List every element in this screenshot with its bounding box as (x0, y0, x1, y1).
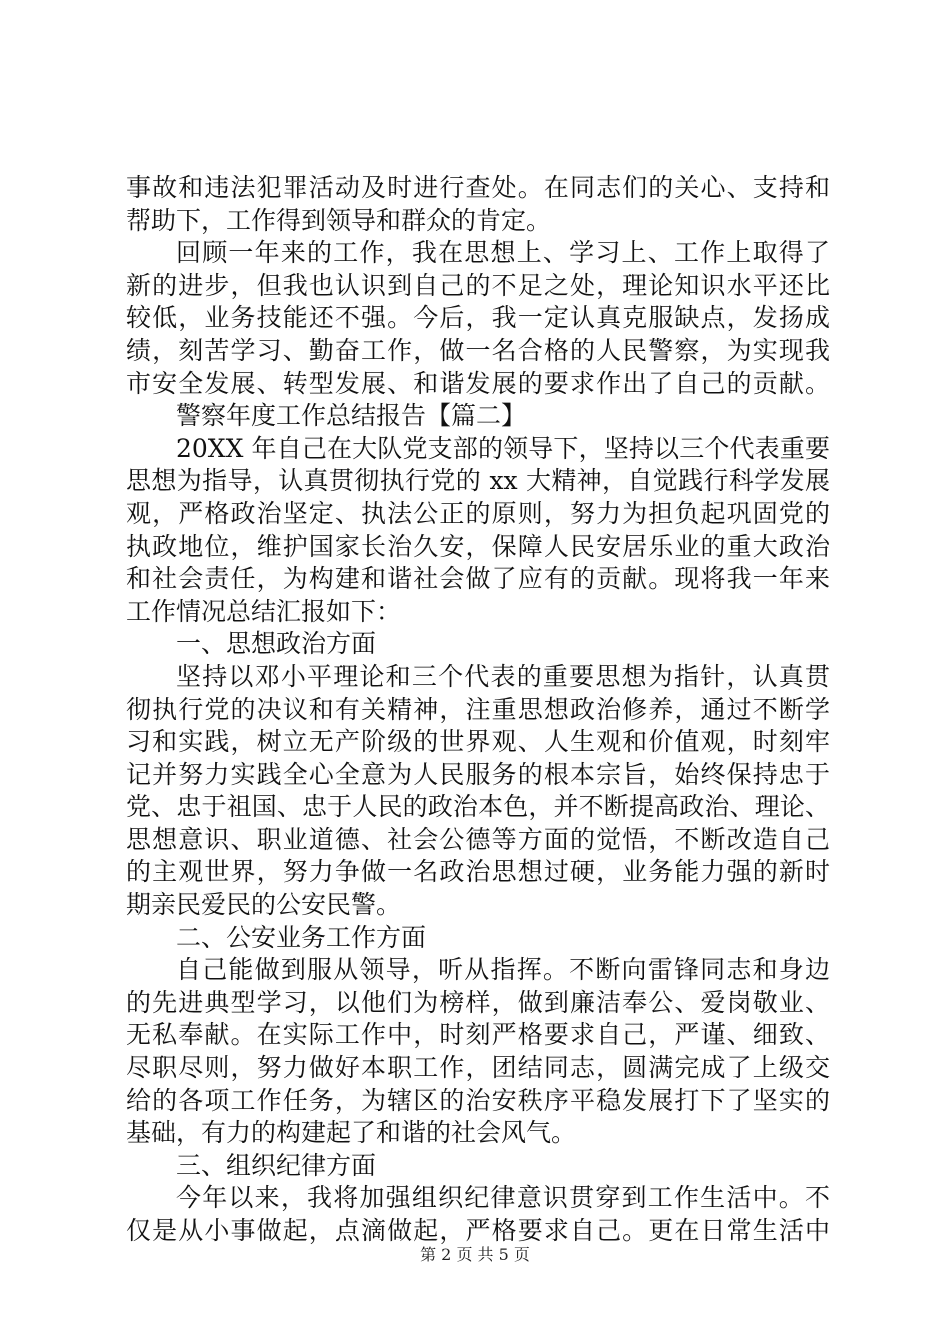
text-line: 记并努力实践全心全意为人民服务的根本宗旨，始终保持忠于 (126, 759, 830, 789)
text-line: 工作情况总结汇报如下： (126, 596, 402, 626)
text-line: 尽职尽则，努力做好本职工作，团结同志，圆满完成了上级交 (126, 1053, 830, 1083)
text-line: 执政地位，维护国家长治久安，保障人民安居乐业的重大政治 (126, 531, 830, 561)
text-line: 事故和违法犯罪活动及时进行查处。在同志们的关心、支持和 (126, 173, 830, 202)
text-line: 警察年度工作总结报告【篇二】 (176, 401, 527, 431)
text-line: 绩，刻苦学习、勤奋工作，做一名合格的人民警察，为实现我 (126, 335, 830, 365)
text-line: 给的各项工作任务，为辖区的治安秩序平稳发展打下了坚实的 (126, 1085, 830, 1115)
page-footer: 第 2 页 共 5 页 (420, 1245, 530, 1264)
text-line: 基础，有力的构建起了和谐的社会风气。 (126, 1118, 577, 1148)
text-line: 观，严格政治坚定、执法公正的原则，努力为担负起巩固党的 (126, 498, 830, 528)
text-line: 较低，业务技能还不强。今后，我一定认真克服缺点，发扬成 (126, 303, 830, 333)
text-line: 和社会责任，为构建和谐社会做了应有的贡献。现将我一年来 (126, 564, 830, 594)
text-line: 的先进典型学习，以他们为榜样，做到廉洁奉公、爱岗敬业、 (126, 987, 830, 1017)
text-line: 回顾一年来的工作，我在思想上、学习上、工作上取得了 (176, 238, 830, 268)
text-line: 20XX 年自己在大队党支部的领导下，坚持以三个代表重要 (176, 433, 830, 463)
text-line: 党、忠于祖国、忠于人民的政治本色，并不断提高政治、理论、 (126, 792, 830, 822)
text-line: 坚持以邓小平理论和三个代表的重要思想为指针，认真贯 (176, 661, 830, 691)
text-line: 彻执行党的决议和有关精神，注重思想政治修养，通过不断学 (126, 694, 830, 724)
text-line: 二、公安业务工作方面 (176, 922, 427, 952)
text-line: 新的进步，但我也认识到自己的不足之处，理论知识水平还比 (126, 270, 830, 300)
text-line: 市安全发展、转型发展、和谐发展的要求作出了自己的贡献。 (126, 368, 830, 398)
text-line: 的主观世界，努力争做一名政治思想过硬，业务能力强的新时 (126, 857, 830, 887)
text-line: 仅是从小事做起，点滴做起，严格要求自己。更在日常生活中 (126, 1216, 830, 1245)
text-line: 自己能做到服从领导，听从指挥。不断向雷锋同志和身边 (176, 955, 830, 985)
text-line: 三、组织纪律方面 (176, 1150, 377, 1180)
text-line: 今年以来，我将加强组织纪律意识贯穿到工作生活中。不 (176, 1183, 830, 1213)
text-line: 思想意识、职业道德、社会公德等方面的觉悟，不断改造自己 (126, 824, 830, 854)
text-line: 期亲民爱民的公安民警。 (126, 890, 402, 920)
text-line: 思想为指导，认真贯彻执行党的 xx 大精神，自觉践行科学发展 (126, 466, 830, 496)
text-line: 习和实践，树立无产阶级的世界观、人生观和价值观，时刻牢 (126, 727, 830, 757)
document-body (126, 172, 830, 1248)
text-line: 一、思想政治方面 (176, 629, 377, 659)
text-line: 帮助下，工作得到领导和群众的肯定。 (126, 205, 552, 235)
text-line: 无私奉献。在实际工作中，时刻严格要求自己，严谨、细致、 (126, 1020, 830, 1050)
